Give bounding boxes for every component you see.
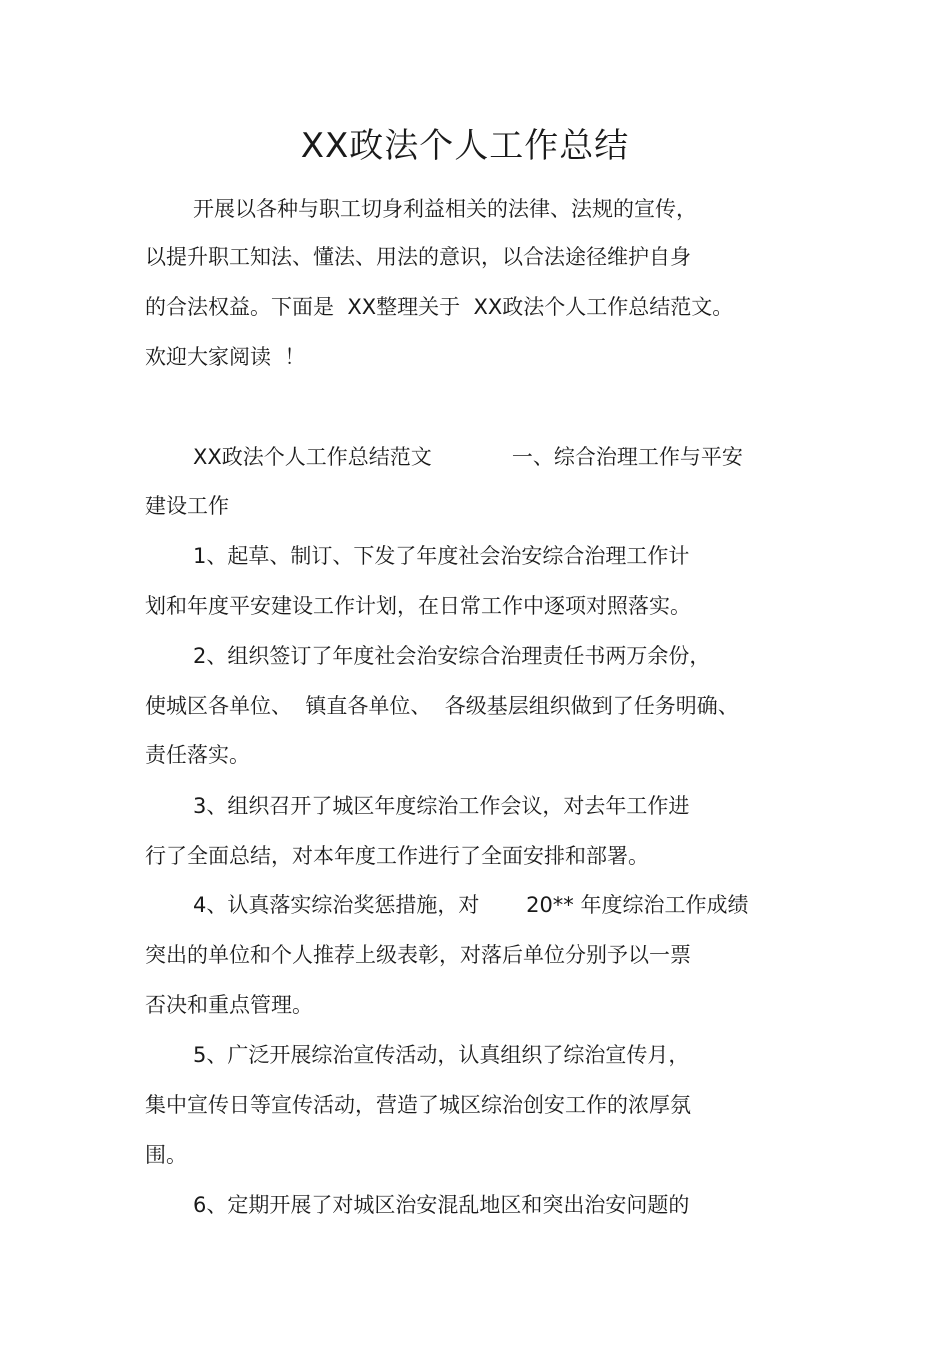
paragraph-line: 划和年度平安建设工作计划，在日常工作中逐项对照落实。 [145,594,691,618]
paragraph-line: 使城区各单位、 镇直各单位、 各级基层组织做到了任务明确、 [145,694,739,718]
paragraph-line: 建设工作 [145,494,229,518]
paragraph-line: 欢迎大家阅读 ！ [145,345,306,369]
paragraph-line: 围。 [145,1143,187,1167]
paragraph-line: 责任落实。 [145,743,250,767]
paragraph-line: 集中宣传日等宣传活动，营造了城区综治创安工作的浓厚氛 [145,1093,691,1117]
paragraph-line: 以提升职工知法、懂法、用法的意识，以合法途径维护自身 [145,245,691,269]
paragraph-line: 的合法权益。下面是 XX整理关于 XX政法个人工作总结范文。 [145,295,734,319]
paragraph-line: 1、起草、制订、下发了年度社会治安综合治理工作计 [193,544,690,568]
paragraph-line: XX政法个人工作总结范文 一、综合治理工作与平安 [193,445,743,469]
paragraph-line: 开展以各种与职工切身利益相关的法律、法规的宣传， [193,197,697,221]
paragraph-line: 行了全面总结，对本年度工作进行了全面安排和部署。 [145,844,649,868]
paragraph-line: 5、广泛开展综治宣传活动，认真组织了综治宣传月， [193,1043,690,1067]
document-title: XX政法个人工作总结 [300,126,630,166]
paragraph-line: 2、组织签订了年度社会治安综合治理责任书两万余份， [193,644,711,668]
paragraph-line: 突出的单位和个人推荐上级表彰，对落后单位分别予以一票 [145,943,691,967]
paragraph-line: 否决和重点管理。 [145,993,313,1017]
paragraph-line: 6、定期开展了对城区治安混乱地区和突出治安问题的 [193,1193,690,1217]
paragraph-line: 3、组织召开了城区年度综治工作会议，对去年工作进 [193,794,690,818]
paragraph-line: 4、认真落实综治奖惩措施，对 20** 年度综治工作成绩 [193,893,749,917]
